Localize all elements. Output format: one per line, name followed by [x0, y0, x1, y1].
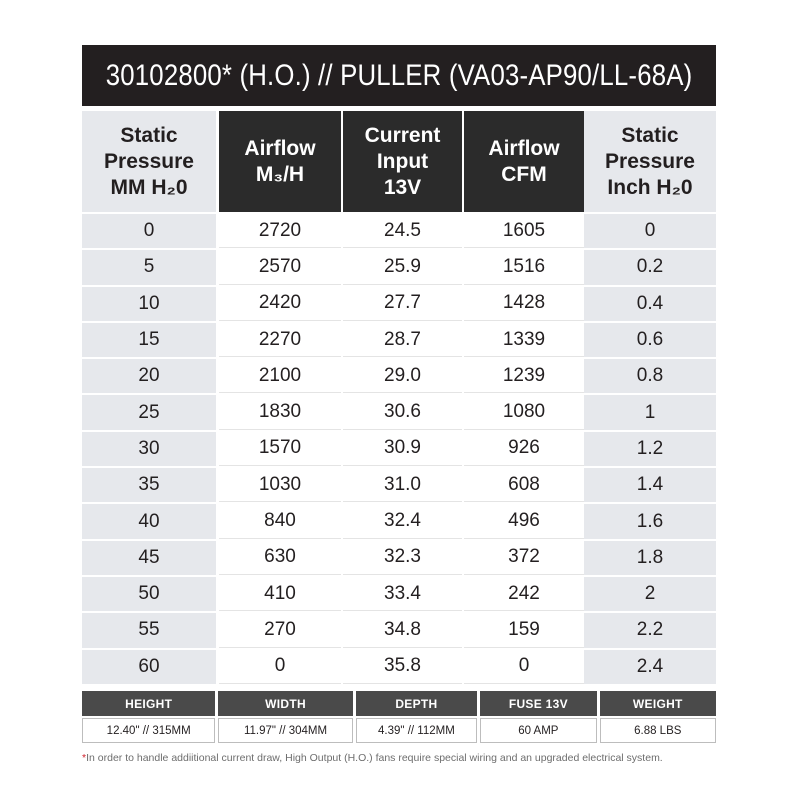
cell-current-input: 31.0 — [343, 468, 462, 502]
cell-current-input: 32.4 — [343, 504, 462, 538]
cell-airflow-cfm: 1428 — [464, 287, 584, 321]
cell-static-pressure-mm: 30 — [82, 432, 216, 466]
table-row — [82, 357, 716, 393]
cell-static-pressure-inch: 0.6 — [584, 323, 716, 357]
cell-current-input: 35.8 — [343, 650, 462, 684]
cell-airflow-cfm: 1239 — [464, 359, 584, 393]
cell-current-input: 27.7 — [343, 287, 462, 321]
cell-airflow-cfm: 0 — [464, 650, 584, 684]
cell-airflow-cfm: 496 — [464, 504, 584, 538]
header-airflow-m3h: Airflow M₃/H — [219, 111, 341, 212]
cell-airflow-m3h: 410 — [219, 577, 341, 611]
cell-static-pressure-mm: 25 — [82, 395, 216, 429]
cell-current-input: 30.6 — [343, 395, 462, 429]
cell-airflow-m3h: 1570 — [219, 432, 341, 466]
header-static-pressure-inch: Static Pressure Inch H₂0 — [584, 111, 716, 212]
spec-table — [82, 691, 716, 743]
cell-airflow-m3h: 2570 — [219, 250, 341, 284]
spec-header-row — [82, 691, 716, 716]
cell-static-pressure-mm: 20 — [82, 359, 216, 393]
cell-current-input: 33.4 — [343, 577, 462, 611]
cell-airflow-cfm: 159 — [464, 613, 584, 647]
cell-airflow-m3h: 630 — [219, 541, 341, 575]
cell-static-pressure-mm: 0 — [82, 214, 216, 248]
cell-static-pressure-mm: 15 — [82, 323, 216, 357]
spec-header-depth: DEPTH — [356, 691, 477, 716]
cell-current-input: 25.9 — [343, 250, 462, 284]
table-title-bar — [82, 45, 716, 106]
spec-value-width: 11.97" // 304MM — [218, 718, 352, 743]
cell-airflow-m3h: 1030 — [219, 468, 341, 502]
spec-header-width: WIDTH — [218, 691, 352, 716]
footnote-text: In order to handle addiitional current draw, High Output (H.O.) fans require special wiring and an upgraded electrical system. — [86, 752, 663, 764]
cell-airflow-m3h: 270 — [219, 613, 341, 647]
table-title: 30102800* (H.O.) // PULLER (VA03-AP90/LL-68A) — [105, 58, 693, 92]
header-current-input: Current Input 13V — [343, 111, 462, 212]
table-row — [82, 321, 716, 357]
table-row — [82, 285, 716, 321]
cell-current-input: 24.5 — [343, 214, 462, 248]
cell-airflow-m3h: 1830 — [219, 395, 341, 429]
cell-static-pressure-inch: 1.8 — [584, 541, 716, 575]
cell-static-pressure-mm: 45 — [82, 541, 216, 575]
cell-static-pressure-inch: 0.2 — [584, 250, 716, 284]
footnote-asterisk: * — [82, 752, 87, 764]
cell-current-input: 29.0 — [343, 359, 462, 393]
cell-current-input: 34.8 — [343, 613, 462, 647]
performance-table — [82, 111, 716, 684]
spec-value-weight: 6.88 LBS — [600, 718, 716, 743]
cell-current-input: 28.7 — [343, 323, 462, 357]
cell-static-pressure-inch: 1.2 — [584, 432, 716, 466]
header-static-pressure-mm: Static Pressure MM H₂0 — [82, 111, 216, 212]
cell-static-pressure-inch: 2 — [584, 577, 716, 611]
cell-static-pressure-mm: 5 — [82, 250, 216, 284]
cell-airflow-m3h: 840 — [219, 504, 341, 538]
cell-static-pressure-mm: 40 — [82, 504, 216, 538]
table-body — [82, 212, 716, 684]
cell-static-pressure-inch: 0.4 — [584, 287, 716, 321]
cell-static-pressure-mm: 50 — [82, 577, 216, 611]
cell-airflow-cfm: 1339 — [464, 323, 584, 357]
table-row — [82, 466, 716, 502]
spec-value-row — [82, 718, 716, 743]
cell-airflow-m3h: 2420 — [219, 287, 341, 321]
cell-airflow-m3h: 2270 — [219, 323, 341, 357]
cell-static-pressure-inch: 1 — [584, 395, 716, 429]
cell-airflow-cfm: 372 — [464, 541, 584, 575]
table-row — [82, 212, 716, 248]
table-row — [82, 248, 716, 284]
table-row — [82, 648, 716, 684]
cell-airflow-cfm: 1605 — [464, 214, 584, 248]
table-row — [82, 611, 716, 647]
cell-airflow-cfm: 1516 — [464, 250, 584, 284]
table-row — [82, 539, 716, 575]
cell-static-pressure-mm: 35 — [82, 468, 216, 502]
cell-static-pressure-mm: 60 — [82, 650, 216, 684]
cell-static-pressure-inch: 2.4 — [584, 650, 716, 684]
cell-static-pressure-inch: 1.4 — [584, 468, 716, 502]
cell-airflow-cfm: 926 — [464, 432, 584, 466]
cell-airflow-m3h: 2100 — [219, 359, 341, 393]
spec-header-height: HEIGHT — [82, 691, 215, 716]
spec-header-fuse: FUSE 13V — [480, 691, 596, 716]
footnote — [82, 752, 722, 764]
header-airflow-cfm: Airflow CFM — [464, 111, 584, 212]
cell-static-pressure-mm: 10 — [82, 287, 216, 321]
table-row — [82, 430, 716, 466]
cell-static-pressure-inch: 2.2 — [584, 613, 716, 647]
cell-static-pressure-inch: 0 — [584, 214, 716, 248]
cell-airflow-m3h: 2720 — [219, 214, 341, 248]
cell-static-pressure-inch: 0.8 — [584, 359, 716, 393]
table-row — [82, 393, 716, 429]
table-row — [82, 575, 716, 611]
cell-airflow-cfm: 242 — [464, 577, 584, 611]
cell-airflow-m3h: 0 — [219, 650, 341, 684]
table-row — [82, 502, 716, 538]
cell-airflow-cfm: 1080 — [464, 395, 584, 429]
spec-value-height: 12.40" // 315MM — [82, 718, 215, 743]
cell-current-input: 30.9 — [343, 432, 462, 466]
cell-static-pressure-inch: 1.6 — [584, 504, 716, 538]
cell-current-input: 32.3 — [343, 541, 462, 575]
spec-header-weight: WEIGHT — [600, 691, 716, 716]
cell-airflow-cfm: 608 — [464, 468, 584, 502]
table-header-row — [82, 111, 716, 212]
spec-value-fuse: 60 AMP — [480, 718, 596, 743]
spec-value-depth: 4.39" // 112MM — [356, 718, 477, 743]
cell-static-pressure-mm: 55 — [82, 613, 216, 647]
